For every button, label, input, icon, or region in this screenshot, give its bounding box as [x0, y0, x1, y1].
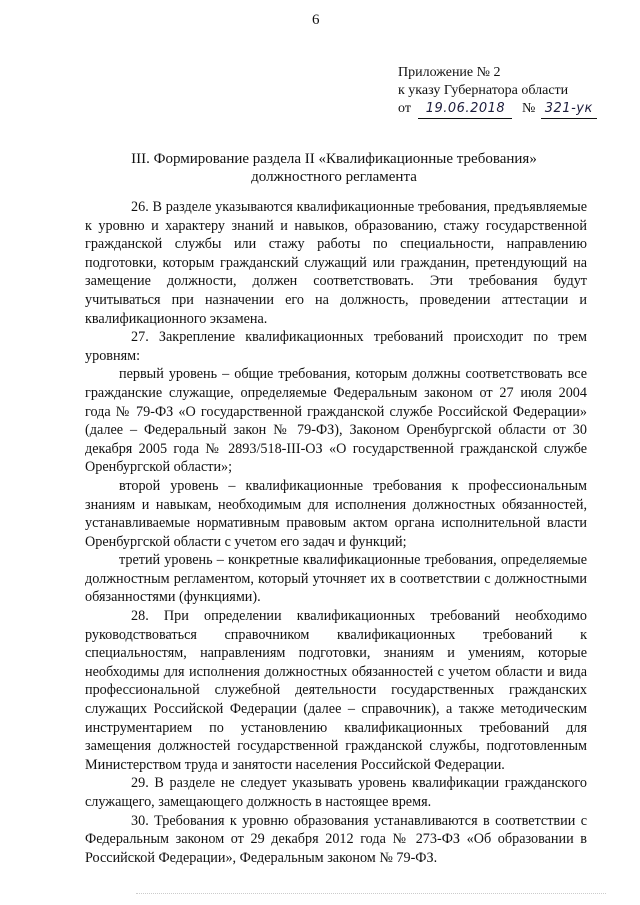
paragraph-26: 26. В разделе указываются квалификационные требования, предъявляемые к уровню и характеру знаний и навыков, образованию, стажу государственной гражданской службы или стажу работы по специальности, направлению подготовки, которым гражданский служащий или гражданин, претендующий на замещение должности, должен соответствовать. Эти требования будут учитываться при назначении его на должность, проведении аттестации и квалификационного экзамена. — [85, 199, 587, 327]
section-heading-line-1: III. Формирование раздела II «Квалификационные требования» — [131, 151, 537, 167]
level-1-item: первый уровень – общие требования, которым должны соответствовать все гражданские служащие, определяемые Федеральным законом от 27 июля 2004 года № 79-ФЗ «О государственной гражданской службе Российской Федерации» (далее – Федеральный закон № 79-ФЗ), Законом Оренбургской области от 30 декабря 2005 года № 2893/518-III-ОЗ «О государственной гражданской службе Оренбургской области»; — [85, 366, 587, 476]
page-number: 6 — [312, 12, 320, 28]
appendix-block — [398, 64, 597, 119]
handwritten-date: 19.06.2018 — [418, 100, 512, 119]
paragraph-27: 27. Закрепление квалификационных требований происходит по трем уровням: — [85, 329, 587, 364]
section-heading-line-2: должностного регламента — [251, 169, 417, 185]
document-body — [85, 198, 587, 867]
paragraph-29: 29. В разделе не следует указывать уровень квалификации гражданского служащего, замещающего должность в настоящее время. — [85, 775, 587, 810]
level-2-item: второй уровень – квалификационные требования к профессиональным знаниям и навыкам, необходимым для исполнения должностных обязанностей, устанавливаемые нормативным правовым актом органа исполнительной власти Оренбургской области с учетом его задач и функций; — [85, 477, 587, 550]
from-label: от — [398, 101, 411, 116]
appendix-title: Приложение № 2 — [398, 65, 501, 80]
paragraph-30: 30. Требования к уровню образования устанавливаются в соответствии с Федеральным законом от 29 декабря 2012 года № 273-ФЗ «Об образовании в Российской Федерации», Федеральным законом № 79-ФЗ. — [85, 812, 587, 866]
paragraph-28: 28. При определении квалификационных требований необходимо руководствоваться справочником квалификационных требований к специальностям, направлениям подготовки, знаниям и умениям, которые необходимы для исполнения должностных обязанностей с учетом области и вида профессиональной служебной деятельности государственных гражданских служащих Российской Федерации (далее – справочник), а также методическим инструментарием по установлению квалификационных требований для замещения должностей государственной гражданской службы, подготовленным Министерством труда и занятости населения Российской Федерации. — [85, 608, 587, 773]
appendix-decree-ref: к указу Губернатора области — [398, 83, 569, 98]
handwritten-number: 321-ук — [541, 100, 597, 119]
number-label: № — [521, 101, 536, 116]
appendix-date-number-line — [398, 100, 597, 119]
section-heading — [110, 150, 558, 186]
level-3-item: третий уровень – конкретные квалификационные требования, определяемые должностным регламентом, который уточняет их в соответствии с должностными обязанностями (функциями). — [85, 552, 587, 606]
page-bottom-edge — [136, 893, 606, 900]
